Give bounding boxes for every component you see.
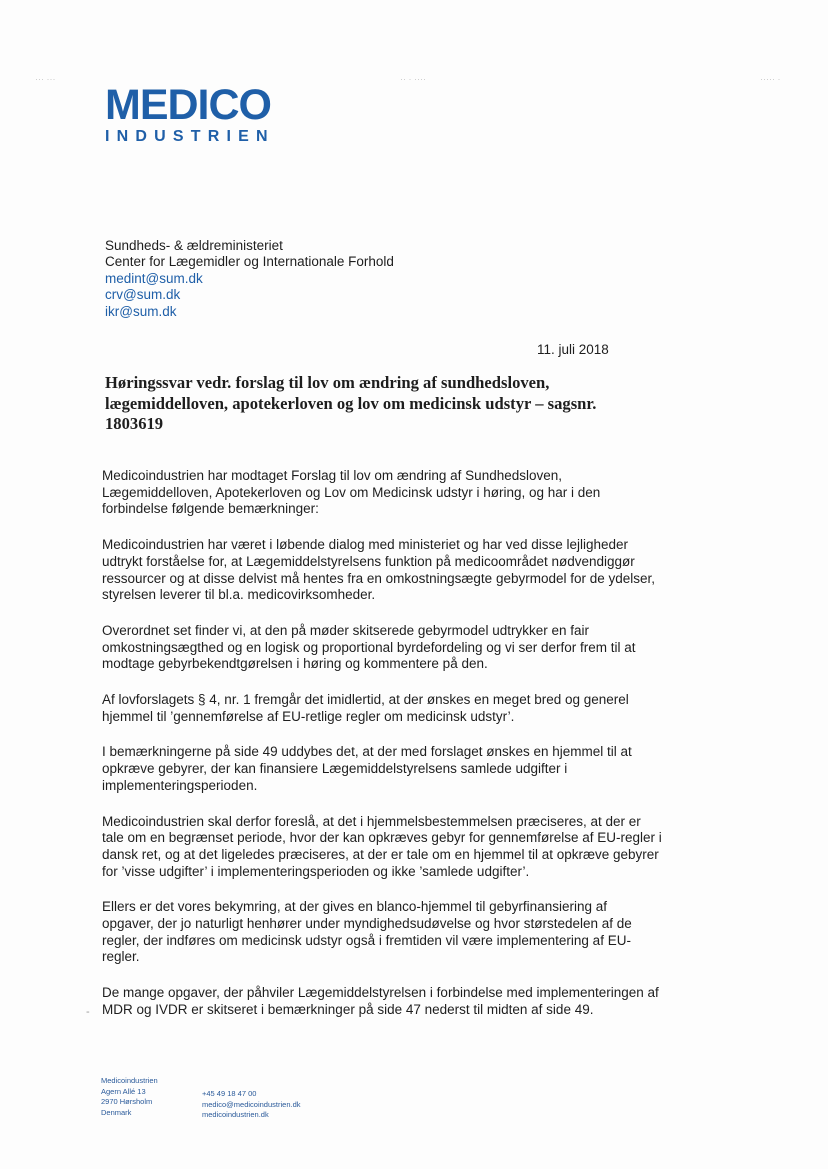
body-paragraph: Overordnet set finder vi, at den på møder skitserede gebyrmodel udtrykker en fair omkostningsægthed og en logisk og proportional byrdefordeling og vi ser derfor frem til at modtage gebyrbekendtgørelsen i høring og kommentere på den. bbox=[102, 622, 636, 672]
body-paragraph: Medicoindustrien skal derfor foreslå, at det i hjemmelsbestemmelsen præciseres, at der er tale om en begrænset periode, hvor der kan opkræves gebyr for gennemførelse af EU-regler i dansk ret, og at det ligeledes præciseres, at der er tale om en hjemmel til at opkræve gebyrer for ’visse udgifter’ i implementeringsperioden og ikke ’samlede udgifter’. bbox=[102, 813, 662, 879]
recipient-block bbox=[105, 238, 394, 320]
email-link[interactable]: medint@sum.dk bbox=[105, 270, 203, 286]
footer-company: Medicoindustrien bbox=[101, 1076, 158, 1085]
logo-subtitle: INDUSTRIEN bbox=[105, 128, 275, 145]
footer-city: 2970 Hørsholm bbox=[101, 1097, 153, 1107]
footer-street: Agern Allé 13 bbox=[101, 1086, 146, 1096]
letter-date: 11. juli 2018 bbox=[537, 342, 609, 357]
body-paragraph: I bemærkningerne på side 49 uddybes det, at der med forslaget ønskes en hjemmel til at opkræve gebyrer, der kan finansiere Lægemiddelstyrelsens samlede udgifter i implementeringsperioden. bbox=[102, 744, 632, 793]
footer-address bbox=[101, 1076, 158, 1118]
body-paragraph: Af lovforslagets § 4, nr. 1 fremgår det imidlertid, at der ønskes en meget bred og generel hjemmel til ’gennemførelse af EU-retlige regler om medicinsk udstyr’. bbox=[102, 692, 629, 724]
scan-mark: ····· · bbox=[760, 74, 781, 84]
scan-mark: ·· · ···· bbox=[400, 74, 426, 84]
letter-subject: Høringssvar vedr. forslag til lov om ændring af sundhedsloven, lægemiddelloven, apotekerloven og lov om medicinsk udstyr – sagsnr. 1803619 bbox=[105, 373, 597, 433]
body-paragraph: De mange opgaver, der påhviler Lægemiddelstyrelsen i forbindelse med implementeringen af MDR og IVDR er skitseret i bemærkninger på side 47 nederst til midten af side 49. bbox=[102, 985, 659, 1017]
margin-mark: - bbox=[86, 1006, 90, 1018]
letter-body bbox=[102, 468, 662, 1038]
footer-country: Denmark bbox=[101, 1107, 132, 1117]
company-logo bbox=[105, 81, 275, 146]
body-paragraph: Medicoindustrien har været i løbende dialog med ministeriet og har ved disse lejligheder udtrykt forståelse for, at Lægemiddelstyrelsens funktion på medicoområdet nødvendiggør ressourcer og at disse delvist må hentes fra en omkostningsægte gebyrmodel for de ydelser, styrelsen leverer til bl.a. medicovirksomheder. bbox=[102, 537, 656, 603]
recipient-name: Sundheds- & ældreministeriet bbox=[105, 238, 283, 253]
footer-phone: +45 49 18 47 00 bbox=[202, 1089, 257, 1098]
body-paragraph: Medicoindustrien har modtaget Forslag til lov om ændring af Sundhedsloven, Lægemiddelloven, Apotekerloven og Lov om Medicinsk udstyr i høring, og har i den forbindelse følgende bemærkninger: bbox=[102, 468, 601, 517]
footer-contact bbox=[202, 1089, 301, 1121]
logo-wordmark: MEDICO bbox=[105, 81, 271, 129]
recipient-department: Center for Lægemidler og Internationale Forhold bbox=[105, 254, 394, 270]
email-link[interactable]: ikr@sum.dk bbox=[105, 303, 177, 319]
footer-email[interactable]: medico@medicoindustrien.dk bbox=[202, 1099, 301, 1109]
email-link[interactable]: crv@sum.dk bbox=[105, 287, 181, 303]
footer-website[interactable]: medicoindustrien.dk bbox=[202, 1110, 269, 1120]
scan-mark: ··· ··· bbox=[35, 74, 56, 84]
body-paragraph: Ellers er det vores bekymring, at der gives en blanco-hjemmel til gebyrfinansiering af opgaver, der jo naturligt henhører under myndighedsudøvelse og hvor størstedelen af de regler, der indføres om medicinsk udstyr også i fremtiden vil være implementering af EU-regler. bbox=[102, 899, 632, 965]
